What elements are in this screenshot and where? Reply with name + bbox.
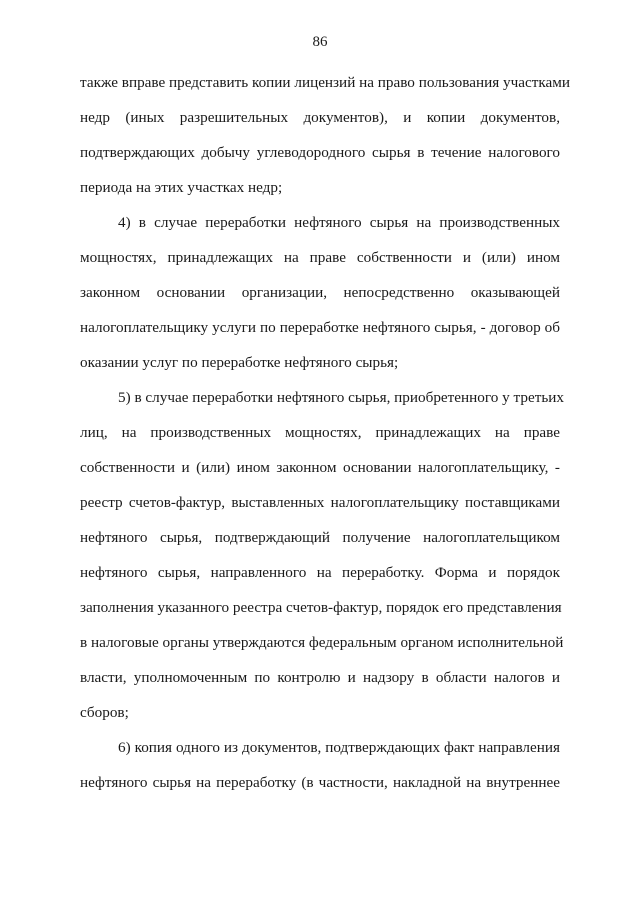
text-line: нефтяного сырья, подтверждающий получение налогоплательщиком	[80, 529, 560, 546]
text-line: лиц, на производственных мощностях, принадлежащих на праве	[80, 424, 560, 441]
text-line: оказании услуг по переработке нефтяного сырья;	[80, 354, 399, 371]
text-line: власти, уполномоченным по контролю и надзору в области налогов и	[80, 669, 560, 686]
text-line: реестр счетов-фактур, выставленных налогоплательщику поставщиками	[80, 494, 560, 511]
text-line: сборов;	[80, 704, 129, 721]
text-line: нефтяного сырья на переработку (в частности, накладной на внутреннее	[80, 774, 560, 791]
text-line: 6) копия одного из документов, подтверждающих факт направления	[118, 739, 560, 756]
text-line: заполнения указанного реестра счетов-фактур, порядок его представления	[80, 599, 562, 616]
text-line: недр (иных разрешительных документов), и копии документов,	[80, 109, 560, 126]
text-line: также вправе представить копии лицензий на право пользования участками	[80, 74, 570, 91]
text-line: 4) в случае переработки нефтяного сырья на производственных	[118, 214, 560, 231]
text-line: подтверждающих добычу углеводородного сырья в течение налогового	[80, 144, 560, 161]
text-line: собственности и (или) ином законном основании налогоплательщику, -	[80, 459, 560, 476]
text-line: законном основании организации, непосредственно оказывающей	[80, 284, 560, 301]
text-line: нефтяного сырья, направленного на переработку. Форма и порядок	[80, 564, 560, 581]
text-line: в налоговые органы утверждаются федеральным органом исполнительной	[80, 634, 564, 651]
page-number: 86	[312, 34, 328, 50]
text-line: периода на этих участках недр;	[80, 179, 283, 196]
text-line: мощностях, принадлежащих на праве собственности и (или) ином	[80, 249, 560, 266]
text-line: 5) в случае переработки нефтяного сырья, приобретенного у третьих	[118, 389, 564, 406]
text-line: налогоплательщику услуги по переработке нефтяного сырья, - договор об	[80, 319, 560, 336]
